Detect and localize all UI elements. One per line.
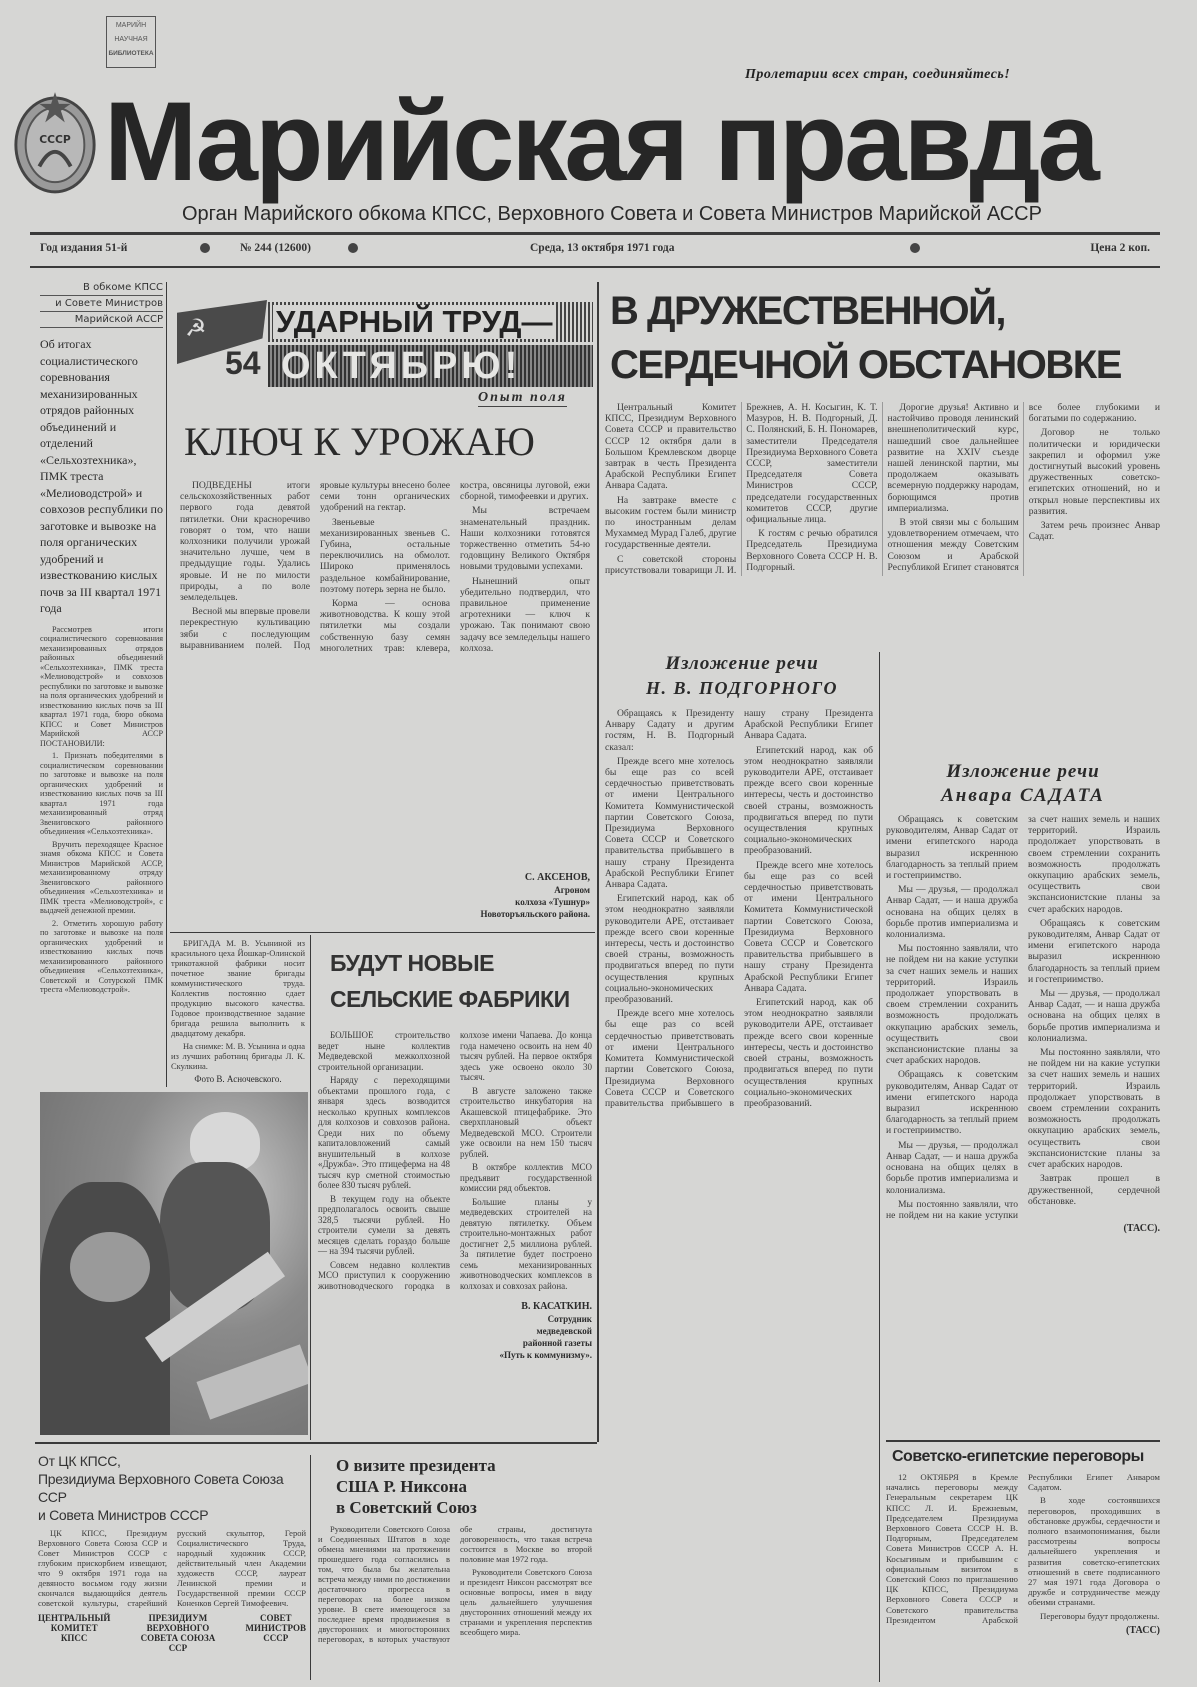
talks-title: Советско-египетские переговоры: [892, 1448, 1144, 1465]
banner-udarny-trud: [173, 290, 593, 385]
paragraph: 12 ОКТЯБРЯ в Кремле начались переговоры между Генеральным секретарем ЦК КПСС Л. И. Брежневым, Председателем Президиума Верховного Совета СССР Н. В. Подгорным, Председателем Совета Министров СССР А. Н. Косыгиным и прибывшим с официальным визитом в Советский Союз по приглашению ЦК КПСС, Президиума Верховного Совета СССР и Советского правительства Президентом Арабской Республики Египет Анваром Садатом.: [886, 1472, 1160, 1625]
fabriki-article: [318, 1030, 592, 1361]
paragraph: В августе заложено также строительство инкубатория на Акашевской птицефабрике. Это сверхплановый объект Медведевской МСО. Строители уже освоили на нем 150 тысяч рублей.: [460, 1085, 592, 1159]
issue-info-row: [30, 242, 1160, 260]
issue-number: № 244 (12600): [240, 242, 311, 254]
obituary-signatures: [38, 1613, 306, 1653]
paragraph: В ходе состоявшихся переговоров, проходивших в обстановке дружбы, сердечности и полного взаимопонимания, были рассмотрены вопросы дальнейшего укрепления и развития советско-египетских отношений в свете подписанного 27 мая 1971 года Договора о дружбе и сотрудничестве между обеими странами.: [1028, 1495, 1160, 1608]
divider: [310, 1455, 311, 1680]
paragraph: Вручить переходящее Красное знамя обкома КПСС и Совета Министров Марийской АССР, механизированному отряду Звениговского районного объединения «Сельхозтехника» и ПМК треста «Мелиоводстрой», с выдачей денежной премии.: [40, 839, 163, 915]
paragraph: Нынешний опыт убедительно подтвердил, что правильное применение агротехники — ключ к урожаю. Так понимают свою задачу все земледельцы нашего колхоза.: [460, 575, 590, 654]
svg-text:СССР: СССР: [39, 132, 71, 146]
photo-workers: [40, 1092, 308, 1435]
obkom-body: [40, 625, 163, 995]
hammer-sickle-icon: ☭: [185, 314, 207, 342]
paragraph: БРИГАДА М. В. Усыниной из красильного цеха Йошкар-Олинской трикотажной фабрики носит почетное звание бригады коммунистического труда. Коллектив постоянно сдает продукцию высокого качества. Годовое производственное задание бригада решила выполнить к двадцатому декабря.: [171, 938, 305, 1038]
library-stamp: [106, 16, 156, 68]
stamp-line: НАУЧНАЯ: [114, 36, 148, 43]
paragraph: 2. Отметить хорошую работу по заготовке и вывозке на поля органических удобрений и известкованию кислых почв механизированного районного объединения «Сельхозтехника», Советской и Сотурской ПМК треста «Мелиоводстрой».: [40, 918, 163, 994]
paragraph: Большие планы у медведевских строителей на девятую пятилетку. Объем строительно-монтажных работ достигнет 2,5 миллиона рублей. За пятилетие будет построено семь механизированных животноводческих комплексов в колхозах и совхозах района.: [460, 1196, 592, 1291]
paragraph: 1. Признать победителями в социалистическом соревновании по заготовке и вывозке на поля органических удобрений и известкованию кислых почв за III квартал 1971 года механизированный отряд Звениговского районного объединения «Сельхозтехника».: [40, 751, 163, 836]
nixon-title: О визите президента США Р. Никсона в Советский Союз: [336, 1456, 496, 1517]
divider: [886, 1440, 1160, 1442]
paragraph: Совсем недавно коллектив МСО приступил к сооружению животноводческого городка в колхозе имени Чапаева. До конца года намечено освоить на нем 40 тысяч рублей. На первое октября здесь уже освоено около 30 тысяч.: [318, 1030, 592, 1291]
divider: [35, 1442, 597, 1444]
paragraph: Руководители Советского Союза и Соединенных Штатов в ходе обмена мнениями на протяжении прошедшего года согласились в том, что была бы желательна встреча между ними по достижении достаточного прогресса в переговорах на более низком уровне. В свете имеющегося за последнее время продвижения в двусторонних и многосторонних переговорах, в которых участвуют обе страны, достигнута договоренность, что такая встреча состоится в Москве во второй половине мая 1972 года.: [318, 1524, 592, 1644]
stamp-line: МАРИЙН: [115, 22, 147, 29]
obkom-title: Об итогах социалистического соревнования механизированных отрядов районных объединений и отделений «Сельхозтехника», ПМК треста «Мелиоводстрой» и совхозов республики по заготовке и вывозке на поля органических удобрений и известкованию кислых почв за III квартал 1971 года: [40, 337, 163, 615]
signature-presidium: ПРЕЗИДИУМ ВЕРХОВНОГО СОВЕТА СОЮЗА ССР: [140, 1612, 216, 1653]
signature-ck: ЦЕНТРАЛЬНЫЙ КОМИТЕТ КПСС: [38, 1612, 111, 1643]
paragraph: Весной мы впервые провели перекрестную культивацию зяби с последующим выравниванием полей. Под яровые культуры внесено более семи тонн органических удобрений на гектар.: [180, 480, 450, 651]
stamp-line: БИБЛИОТЕКА: [108, 50, 154, 57]
sadat-heading: Изложение речи Анвара САДАТА: [941, 761, 1105, 806]
price: Цена 2 коп.: [1090, 242, 1150, 254]
paragraph: В октябре коллектив МСО предъявит государственной комиссии ряд объектов.: [460, 1162, 592, 1193]
year-of-issue: Год издания 51-й: [40, 242, 128, 254]
brigada-caption-block: [171, 938, 305, 1085]
talks-article: [886, 1472, 1160, 1637]
paragraph: Корма — основа животноводства. К кошу этой пятилетки мы создали собственную базу семян многолетних трав: клевера, костра, овсяницы луговой, ежи сборной, тимофеевки и других.: [320, 480, 590, 654]
friendly-title: В ДРУЖЕСТВЕННОЙ, СЕРДЕЧНОЙ ОБСТАНОВКЕ: [610, 289, 1121, 387]
friendly-body: Центральный Комитет КПСС, Президиум Верховного Совета СССР и правительство СССР 12 октября дали в Большом Кремлевском дворце завтрак в честь Президента Арабской Республики Египет Анвара Садата. На завтраке вместе с высоким гостем были министр по иностранным делам Мухаммед Мурад Галеб, другие государственные деятели. С советской стороны присутствовали товарищи Л. И. Брежнев, А. Н. Косыгин, К. Т. Мазуров, Н. В. Подгорный, Д. С. Полянский, Б. Н. Пономарев, заместители Председателя Президиума Верховного Совета СССР, заместители Председателя Совета Министров СССР, председатели государственных комитетов СССР, другие официальные лица. К гостям с речью обратился Председатель Президиума Верховного Совета СССР Н. В. Подгорный. Дорогие друзья! Активно и настойчиво проводя ленинский внешнеполитический курс, нашедший свое дальнейшее развитие на XXIV съезде нашей ленинской партии, мы продолжаем оказывать всемерную поддержку народам, борющимся против империализма. В этой связи мы с большим удовлетворением отмечаем, что отношения между Советским Союзом и Арабской Республикой Египет становятся все более глубокими и богатыми по содержанию. Договор не только политически и юридически закрепил и оформил уже достигнутый высокий уровень дружественных советско-египетских отношений, но и открыл новые перспективы их развития. Затем речь произнес Анвар Садат.: [605, 402, 1160, 576]
paragraph: ПОДВЕДЕНЫ итоги сельскохозяйственных работ первого года девятой пятилетки. Они красноречиво говорят о том, что наши колхозники получили урожай значительно лучше, чем в предыдущие годы. Удались яровые. И не по милости природы, а по воле земледельцев.: [180, 480, 310, 604]
obituary-title: От ЦК КПСС, Президиума Верховного Совета Союза ССР и Совета Министров СССР: [38, 1453, 284, 1523]
divider: [30, 266, 1160, 268]
nixon-body: [318, 1524, 592, 1644]
sadat-source: (ТАСС).: [1123, 1223, 1160, 1235]
paragraph: БОЛЬШОЕ строительство ведет ныне коллектив Медведевской межколхозной строительной организации.: [318, 1030, 450, 1072]
brigada-caption: [171, 938, 305, 1071]
newspaper-subtitle: Орган Марийского обкома КПСС, Верховного Совета и Совета Министров Марийской АССР: [182, 203, 1042, 225]
slogan: Пролетарии всех стран, соединяйтесь!: [745, 67, 1011, 82]
paragraph: Руководители Советского Союза и президент Никсон рассмотрят все основные вопросы, имея в виду цель дальнейшего улучшения двусторонних отношений между их странами и укрепления перспектив всеобщего мира.: [460, 1567, 592, 1637]
sadat-body: Обращаясь к советским руководителям, Анвар Садат от имени египетского народа выразил искреннюю благодарность за теплый прием и гостеприимство. Мы — друзья, — продолжал Анвар Садат, — и наша дружба основана на общих целях в борьбе против империализма и колониализма. Мы постоянно заявляли, что не пойдем ни на какие уступки за счет наших земель и наших территорий. Израиль продолжает упорствовать в своем стремлении сохранить возможность продолжать оккупацию арабских земель, осуществить свои экспансионистские планы за счет арабских народов. Обращаясь к советским руководителям, Анвар Садат от имени египетского народа выразил искреннюю благодарность за теплый прием и гостеприимство. Мы — друзья, — продолжал Анвар Садат, — и наша дружба основана на общих целях в борьбе против империализма и колониализма. Мы постоянно заявляли, что не пойдем ни на какие уступки за счет наших земель и наших территорий. Израиль продолжает упорствовать в своем стремлении сохранить возможность продолжать оккупацию арабских земель, осуществить свои экспансионистские планы за счет арабских народов. Обращаясь к советским руководителям, Анвар Садат от имени египетского народа выразил искреннюю благодарность за теплый прием и гостеприимство. Мы — друзья, — продолжал Анвар Садат, — и наша дружба основана на общих целях в борьбе против империализма и колониализма. Мы постоянно заявляли, что не пойдем ни на какие уступки за счет наших земель и наших территорий. Израиль продолжает упорствовать в своем стремлении сохранить возможность продолжать оккупацию арабских земель, осуществить свои экспансионистские планы за счет арабских народов. Завтрак прошел в дружественной, сердечной обстановке.: [886, 814, 1160, 1221]
talks-source: (ТАСС): [1126, 1625, 1160, 1637]
divider: [879, 652, 880, 1682]
newspaper-title: Марийская правда: [104, 79, 1097, 204]
soviet-emblem-icon: [10, 88, 100, 196]
divider: [170, 932, 595, 933]
fabriki-body: [318, 1030, 592, 1293]
kluch-title: КЛЮЧ К УРОЖАЮ: [184, 419, 535, 464]
divider: [30, 232, 1160, 235]
fabriki-author: В. КАСАТКИН. Сотрудник медведевской районной газеты «Путь к коммунизму».: [499, 1300, 592, 1360]
obkom-article: [40, 280, 163, 998]
kluch-body: [180, 480, 590, 654]
paragraph: Наряду с переходящими объектами прошлого года, с января здесь возводится несколько крупных комплексов для колхозов и совхозов района. Среди них по объему капиталовложений самый внушительный в колхозе «Дружба». Это птицеферма на 48 тысяч кур сметной стоимостью более 830 тысяч рублей.: [318, 1075, 450, 1190]
bullet-icon: [200, 243, 210, 253]
fabriki-title: БУДУТ НОВЫЕ СЕЛЬСКИЕ ФАБРИКИ: [330, 950, 570, 1012]
paragraph: Рассмотрев итоги социалистического соревнования механизированных отрядов районных объединений «Сельхозтехника», ПМК треста «Мелиоводстрой» и совхозов республики по заготовке и вывозке на поля органических удобрений и известкованию кислых почв за III квартал 1971 года, бюро обкома КПСС и Совет Министров Марийской АССР ПОСТАНОВИЛИ:: [40, 624, 163, 748]
podgorny-body: Обращаясь к Президенту Анвару Садату и другим гостям, Н. В. Подгорный сказал: Прежде всего мне хотелось бы еще раз со всей сердечностью приветствовать от имени Центрального Комитета Коммунистической партии Советского Союза, Президиума Верховного Совета СССР и Советского правительства прибывшего в нашу страну Президента Арабской Республики Египет Анвара Садата. Египетский народ, как об этом неоднократно заявляли руководители АРЕ, отстаивает прежде всего свои коренные интересы, честь и достоинство своей страны, возможность продвигаться вперед по пути осуществления крупных социально-экономических преобразований. Прежде всего мне хотелось бы еще раз со всей сердечностью приветствовать от имени Центрального Комитета Коммунистической партии Советского Союза, Президиума Верховного Совета СССР и Советского правительства прибывшего в нашу страну Президента Арабской Республики Египет Анвара Садата. Египетский народ, как об этом неоднократно заявляли руководители АРЕ, отстаивает прежде всего свои коренные интересы, честь и достоинство своей страны, возможность продвигаться вперед по пути осуществления крупных социально-экономических преобразований. Прежде всего мне хотелось бы еще раз со всей сердечностью приветствовать от имени Центрального Комитета Коммунистической партии Советского Союза, Президиума Верховного Совета СССР и Советского правительства прибывшего в нашу страну Президента Арабской Республики Египет Анвара Садата. Египетский народ, как об этом неоднократно заявляли руководители АРЕ, отстаивает прежде всего свои коренные интересы, честь и достоинство своей страны, возможность продвигаться вперед по пути осуществления крупных социально-экономических преобразований.: [605, 708, 873, 1109]
photo-credit: Фото В. Асночевского.: [194, 1074, 282, 1084]
issue-date: Среда, 13 октября 1971 года: [530, 242, 675, 254]
divider: [597, 282, 599, 1442]
bullet-icon: [910, 243, 920, 253]
paragraph: Переговоры будут продолжены.: [1040, 1610, 1160, 1621]
banner-line-2: ОКТЯБРЮ!: [281, 345, 522, 387]
kluch-author: С. АКСЕНОВ, Агроном колхоза «Тушнур» Новоторъяльского района.: [480, 872, 590, 919]
obkom-rubric: В обкоме КПСС и Совете Министров Марийской АССР: [40, 280, 163, 328]
paragraph: ЦК КПСС, Президиум Верховного Совета Союза ССР и Совет Министров СССР с глубоким прискорбием извещают, что 9 октября 1971 года на девяносто восьмом году жизни скончался выдающийся деятель советской культуры, старейший русский скульптор, Герой Социалистического Труда, народный художник СССР, действительный член Академии художеств СССР, лауреат Ленинской премии и Государственной премии СССР Коненков Сергей Тимофеевич.: [38, 1528, 306, 1608]
sadat-article: [886, 814, 1160, 1235]
paragraph: На снимке: М. В. Усынина и одна из лучших работниц бригады Л. К. Скулкина.: [171, 1041, 305, 1071]
podgorny-heading: Изложение речи Н. В. ПОДГОРНОГО: [645, 653, 839, 698]
paragraph: В текущем году на объекте предполагалось освоить свыше 328,5 тысячи рублей. Но строители сумели за девять месяцев сделать гораздо больше — на 394 тысячи рублей.: [318, 1193, 450, 1256]
divider: [166, 282, 167, 1087]
divider: [310, 935, 311, 1440]
talks-body: [886, 1472, 1160, 1625]
anniversary-number: 54: [225, 345, 261, 381]
obituary-body: [38, 1528, 306, 1610]
kluch-rubric: Опыт поля: [478, 390, 567, 405]
banner-line-1: УДАРНЫЙ ТРУД—: [273, 305, 556, 339]
paragraph: Звеньевые механизированных звеньев С. Губина, остальные переключились на обмолот. Широко применялось раздельное комбайнирование, поэтому потерь зерна не было.: [320, 516, 450, 595]
signature-sovmin: СОВЕТ МИНИСТРОВ СССР: [245, 1612, 306, 1643]
obituary-article: [38, 1452, 306, 1653]
paragraph: Мы встречаем знаменательный праздник. Наши колхозники готовятся торжественно отметить 54-ю годовщину Великого Октября новыми трудовыми успехами.: [460, 505, 590, 573]
bullet-icon: [348, 243, 358, 253]
